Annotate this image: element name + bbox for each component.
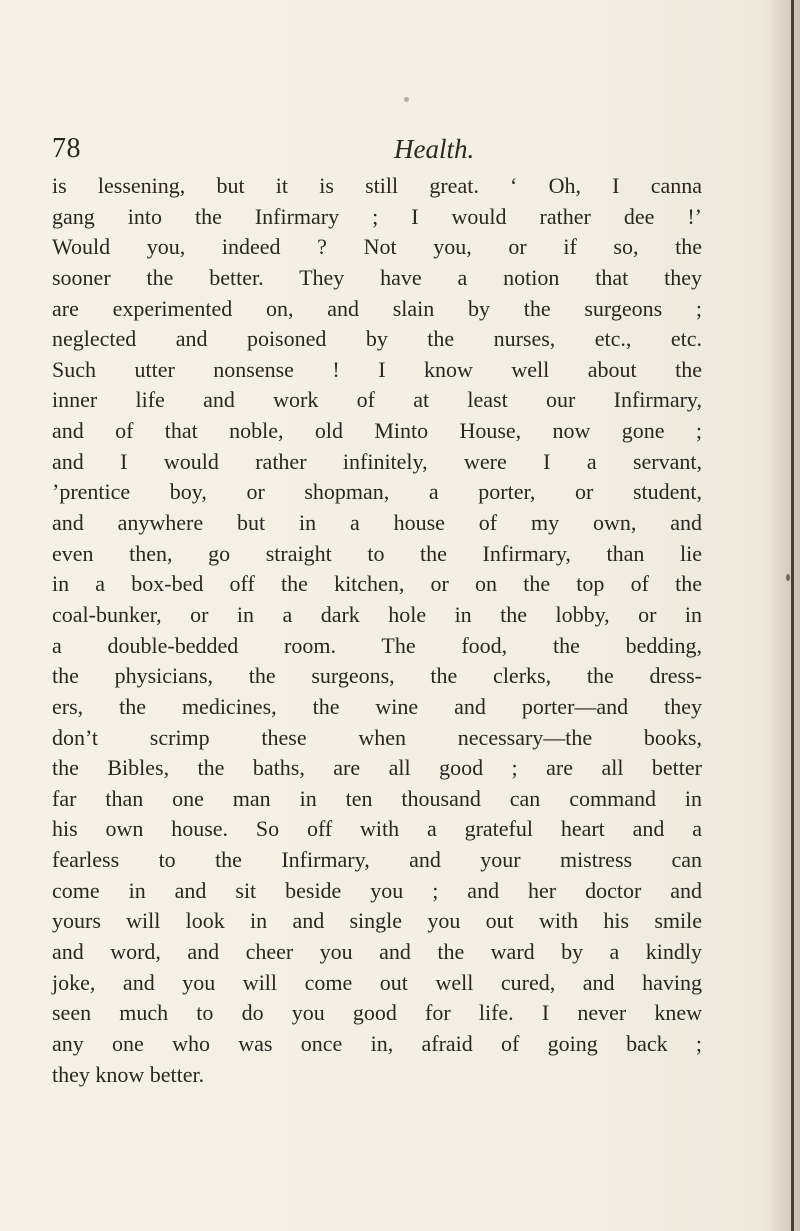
paper-speck <box>786 574 790 581</box>
text-line: and anywhere but in a house of my own, and <box>52 510 702 536</box>
text-line: neglected and poisoned by the nurses, etc., etc. <box>52 326 702 352</box>
text-line: ers, the medicines, the wine and porter—and they <box>52 693 702 719</box>
text-line: come in and sit beside you ; and her doctor and <box>52 877 702 903</box>
text-line: in a box-bed off the kitchen, or on the top of the <box>52 571 702 597</box>
page-header <box>52 132 702 166</box>
text-line: the physicians, the surgeons, the clerks, the dress- <box>52 663 702 689</box>
text-line: his own house. So off with a grateful heart and a <box>52 816 702 842</box>
text-line: the Bibles, the baths, are all good ; are all better <box>52 755 702 781</box>
page-number: 78 <box>52 133 81 164</box>
running-head: Health. <box>394 134 475 164</box>
text-line: even then, go straight to the Infirmary, than lie <box>52 540 702 566</box>
text-line: and I would rather infinitely, were I a servant, <box>52 448 702 474</box>
text-line: a double-bedded room. The food, the bedding, <box>52 632 702 658</box>
text-line: Would you, indeed ? Not you, or if so, the <box>52 234 702 260</box>
text-line: coal-bunker, or in a dark hole in the lobby, or in <box>52 601 702 627</box>
text-line: far than one man in ten thousand can command in <box>52 785 702 811</box>
text-line: don’t scrimp these when necessary—the books, <box>52 724 702 750</box>
text-line: any one who was once in, afraid of going back ; <box>52 1030 702 1056</box>
text-line: is lessening, but it is still great. ‘ Oh, I canna <box>52 173 702 198</box>
text-line: and word, and cheer you and the ward by a kindly <box>52 939 702 965</box>
text-line: they know better. <box>52 1061 205 1087</box>
text-line: joke, and you will come out well cured, and having <box>52 969 702 995</box>
text-line: sooner the better. They have a notion that they <box>52 264 702 290</box>
body-paragraph <box>52 171 702 1090</box>
paper-speck <box>404 97 409 102</box>
text-line: gang into the Infirmary ; I would rather dee !’ <box>52 203 702 229</box>
text-line: yours will look in and single you out with his smile <box>52 908 702 934</box>
text-line: Such utter nonsense ! I know well about the <box>52 356 702 382</box>
page-binding-edge <box>791 0 794 1231</box>
text-line: fearless to the Infirmary, and your mistress can <box>52 847 702 873</box>
text-line: seen much to do you good for life. I never knew <box>52 1000 702 1026</box>
page-edge-shadow <box>766 0 800 1231</box>
text-line: inner life and work of at least our Infirmary, <box>52 387 702 413</box>
text-line: and of that noble, old Minto House, now gone ; <box>52 418 702 444</box>
text-line: are experimented on, and slain by the surgeons ; <box>52 295 702 321</box>
text-line: ’prentice boy, or shopman, a porter, or student, <box>52 479 702 505</box>
